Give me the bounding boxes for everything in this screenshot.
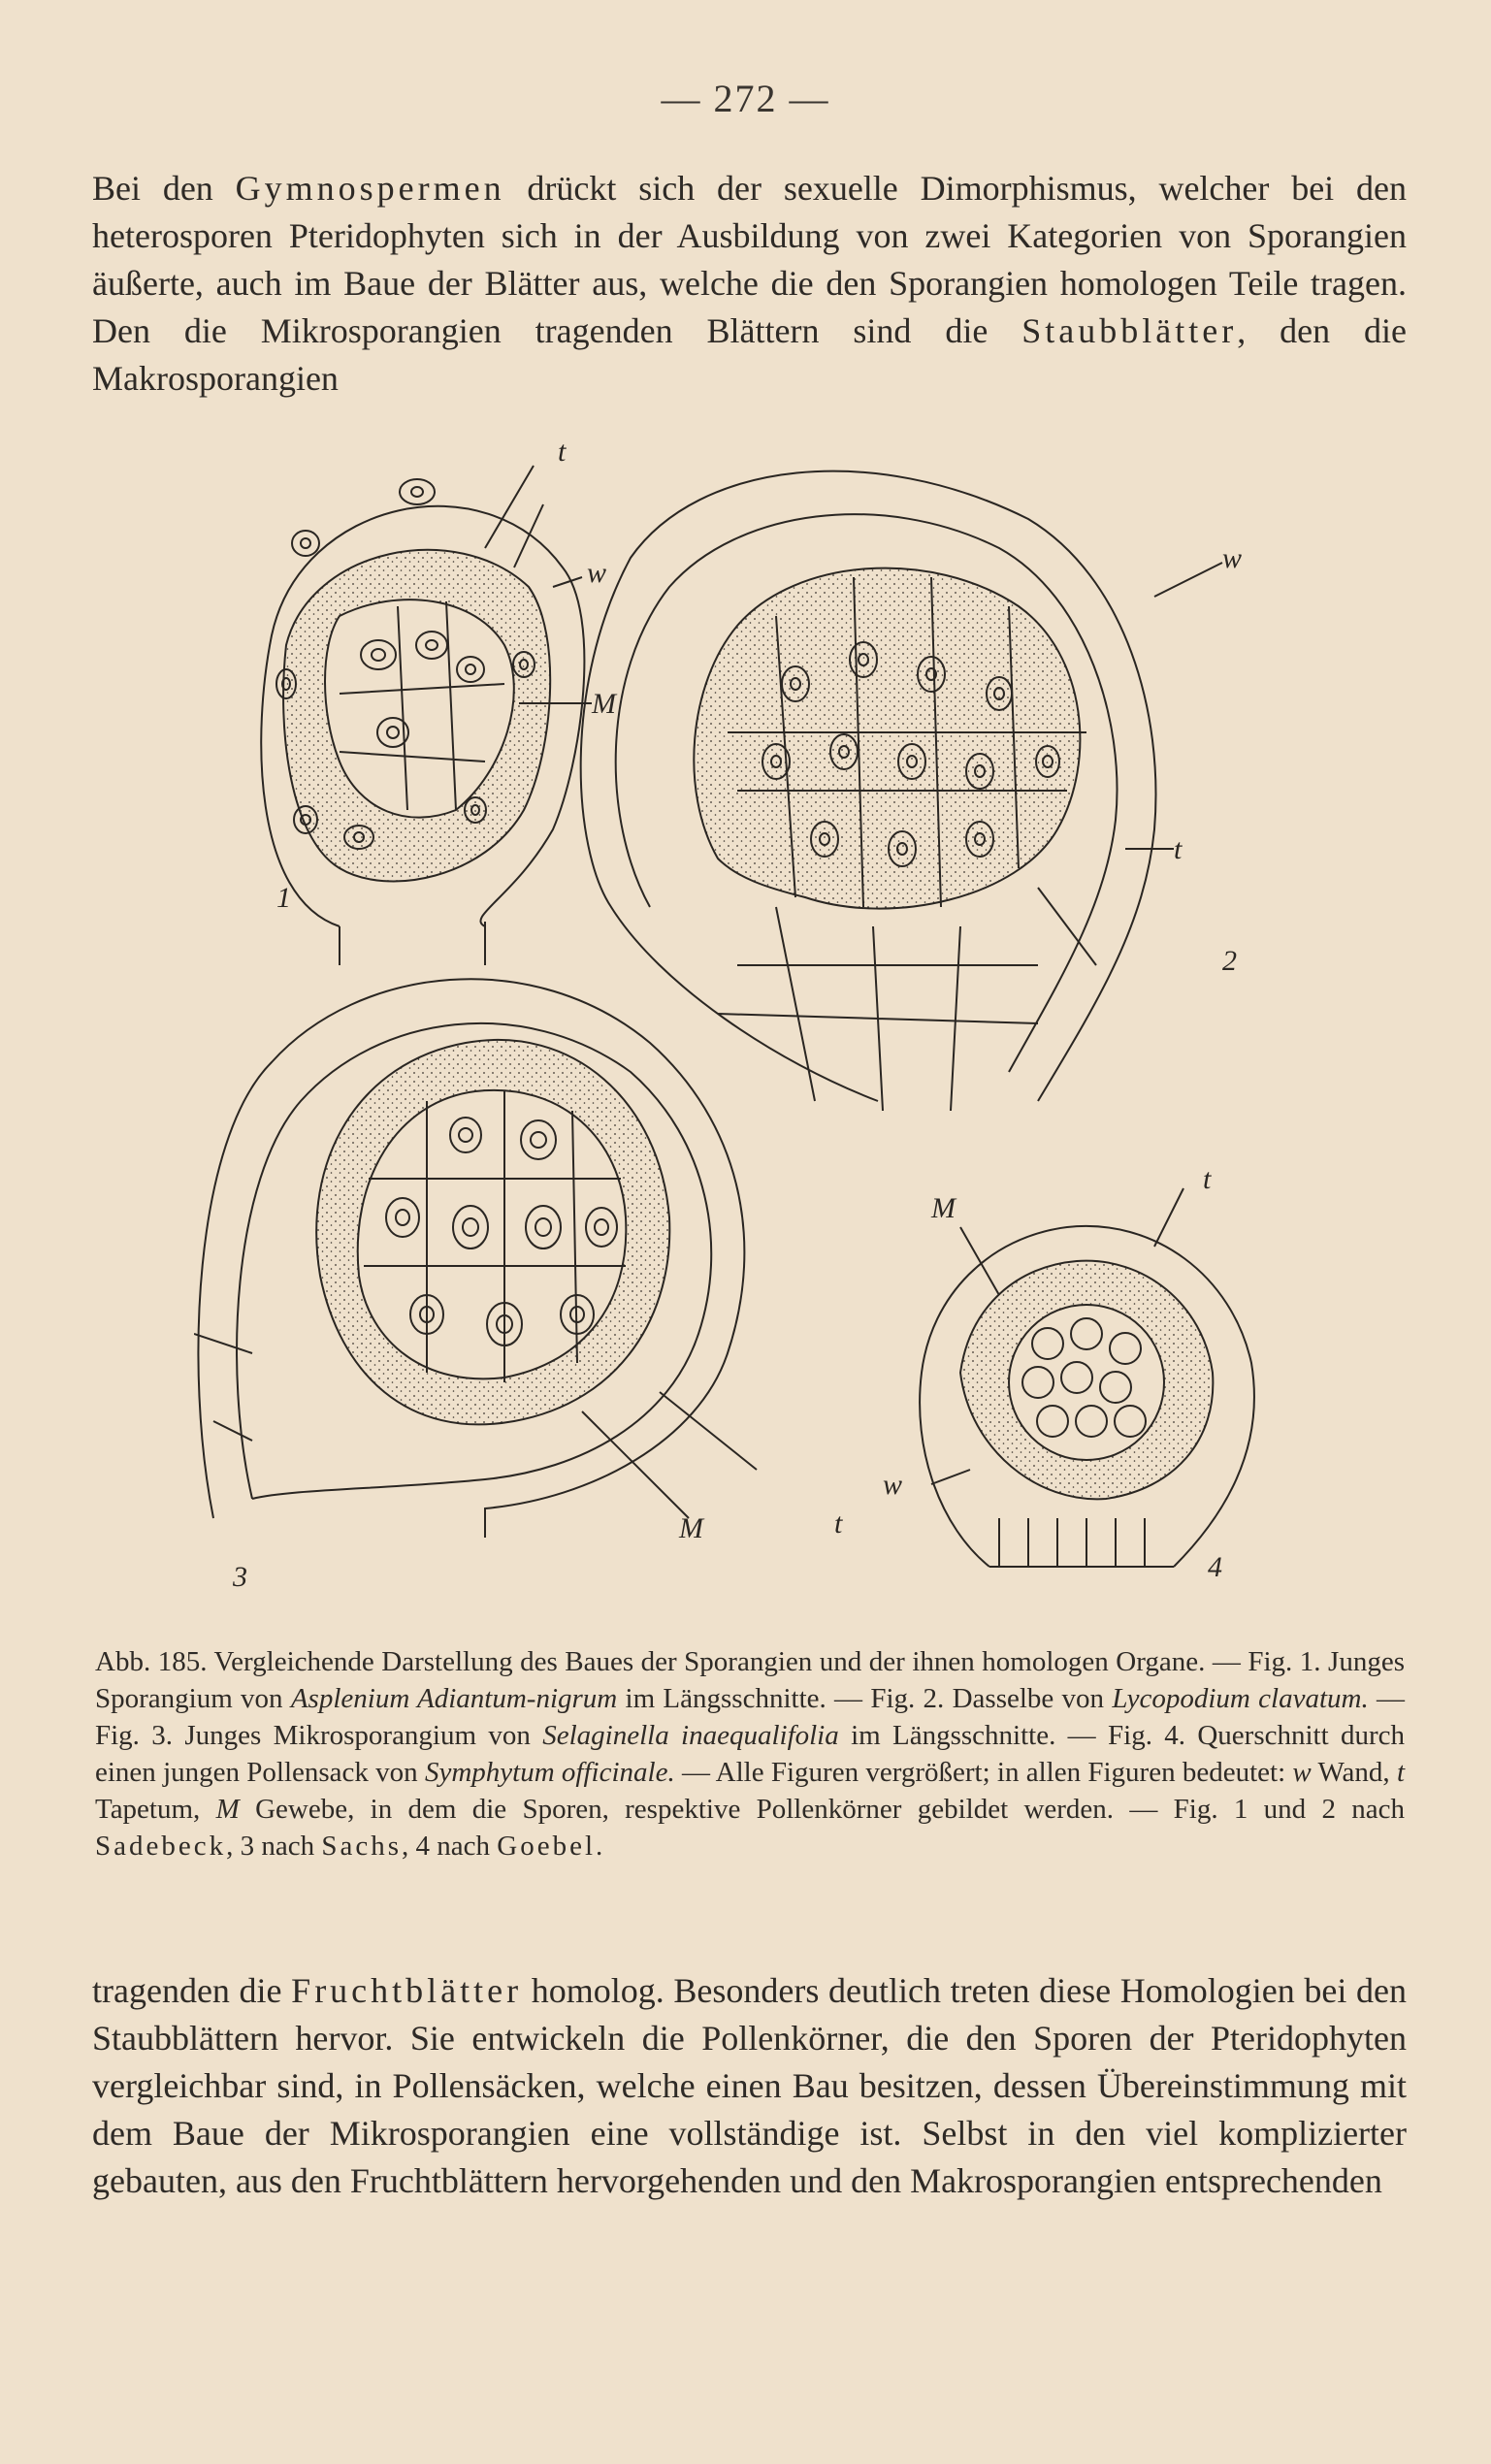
author-sachs: Sachs: [321, 1831, 403, 1862]
fig1-label-w: w: [587, 557, 607, 589]
emphasis-staubblaetter: Staubblätter: [1021, 311, 1238, 350]
paragraph-bottom: tragenden die Fruchtblätter homolog. Besonders deutlich treten diese Homologien bei den Staubblättern hervor. Sie entwickeln die Pollenkörner, die den Sporen der Pteridophyten vergleichbar sind, in Pollensäcken, welche einen Bau besitzen, dessen Übereinstimmung mit dem Baue der Mikrosporangien eine vollständige ist. Selbst in den viel komplizierter gebauten, aus den Fruchtblättern hervorgehenden und den Makrosporangien entsprechenden: [92, 1971, 1407, 2200]
page-number: — 272 —: [661, 77, 830, 120]
author-goebel: Goebel: [497, 1831, 597, 1862]
figure-caption: Abb. 185. Vergleichende Darstellung des Baues der Sporangien und der ihnen homologen Organe. — Fig. 1. Junges Sporangium von Asplenium Adiantum-nigrum im Längsschnitte. — Fig. 2. Dasselbe von Lycopodium clavatum. — Fig. 3. Junges Mikrosporangium von Selaginella inaequalifolia im Längsschnitte. — Fig. 4. Querschnitt durch einen jungen Pollensack von Symphytum officinale. — Alle Figuren vergrößert; in allen Figuren bedeutet: w Wand, t Tapetum, M Gewebe, in dem die Sporen, respektive Pollenkörner gebildet werden. — Fig. 1 und 2 nach Sadebeck, 3 nach Sachs, 4 nach Goebel.: [95, 1646, 1406, 1862]
figure-1-number: 1: [276, 882, 291, 914]
emphasis-fruchtblaetter: Fruchtblätter: [291, 1971, 523, 2010]
species-asplenium: Asplenium Adiantum-nigrum: [290, 1683, 618, 1714]
figure-2-number: 2: [1222, 945, 1237, 977]
fig1-label-M: M: [592, 688, 616, 720]
species-symphytum: Symphytum officinale.: [424, 1757, 675, 1788]
fig3-label-M: M: [679, 1512, 703, 1544]
species-selaginella: Selaginella inaequalifolia: [542, 1720, 839, 1751]
paragraph-top: Bei den Gymnospermen drückt sich der sexuelle Dimorphismus, welcher bei den heterosporen Pteridophyten sich in der Ausbildung von zwei Kategorien von Sporangien äußerte, auch im Baue der Blätter aus, welche die den Sporangien homologen Teile tragen. Den die Mikrosporangien tragenden Blättern sind die Staubblätter, den die Makrosporangien: [92, 169, 1408, 398]
fig4-label-t: t: [1203, 1163, 1212, 1195]
sporangia-figure: [194, 441, 1280, 1644]
figure-4-drawing: [920, 1188, 1254, 1567]
author-sadebeck: Sadebeck: [95, 1831, 227, 1862]
figure-2-drawing: [581, 471, 1222, 1111]
fig1-label-t: t: [558, 441, 567, 468]
fig4-label-M: M: [931, 1192, 956, 1224]
fig4-label-w: w: [883, 1469, 903, 1501]
emphasis-gymnospermen: Gymnospermen: [235, 169, 505, 208]
species-lycopodium: Lycopodium clavatum.: [1112, 1683, 1369, 1714]
fig3-label-t: t: [834, 1508, 843, 1540]
figure-3-drawing: [194, 979, 757, 1538]
sporangia-illustration: [194, 441, 1280, 1644]
fig2-label-t: t: [1174, 833, 1183, 865]
figure-3-number: 3: [233, 1561, 247, 1593]
figure-1-drawing: [261, 466, 592, 965]
figure-4-number: 4: [1208, 1551, 1222, 1583]
fig2-label-w: w: [1222, 542, 1243, 574]
